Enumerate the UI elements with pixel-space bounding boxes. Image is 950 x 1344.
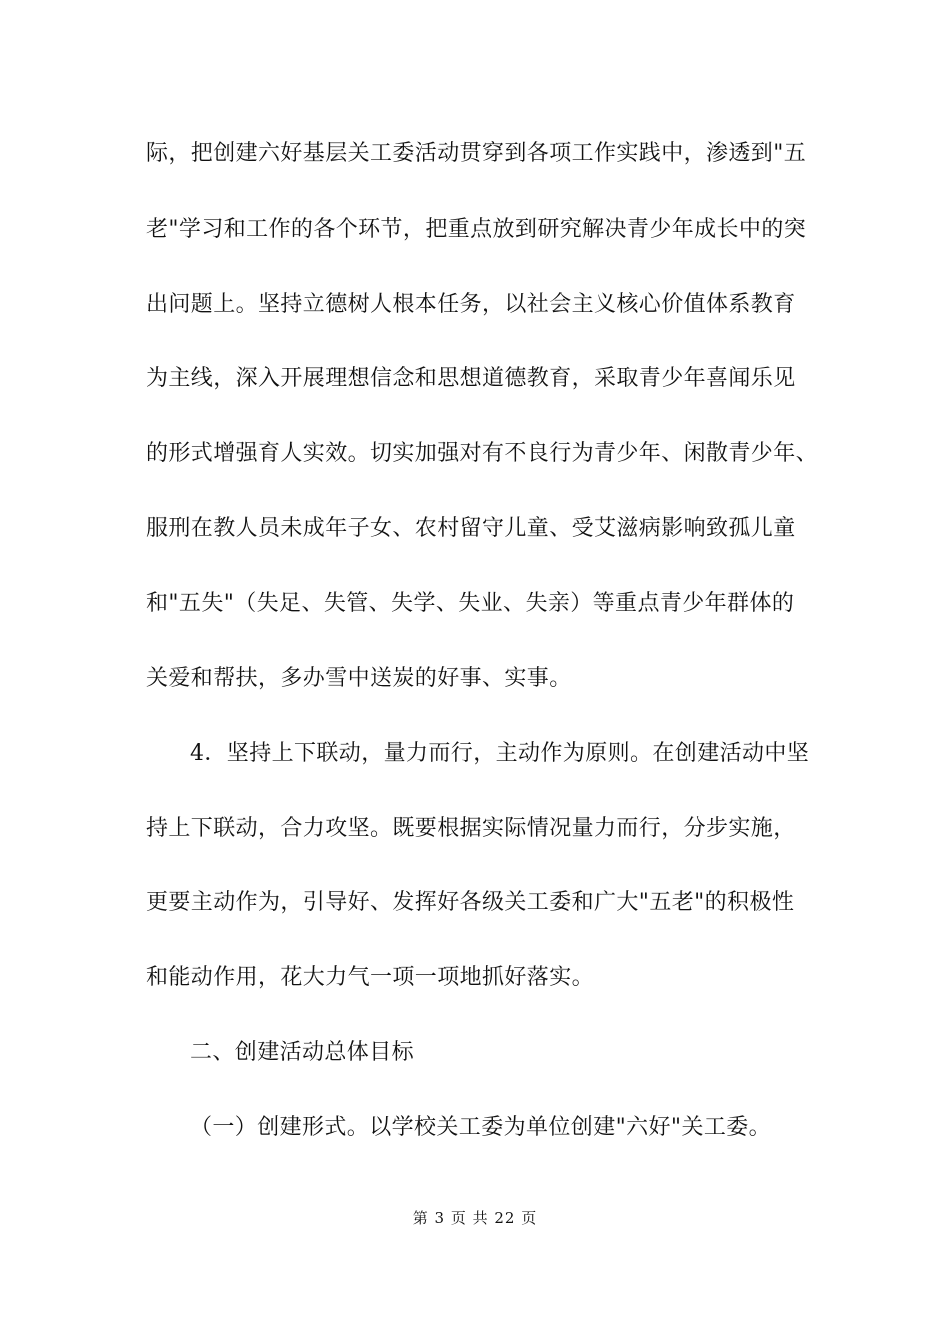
body-text-line: 关爱和帮扶，多办雪中送炭的好事、实事。: [146, 666, 572, 691]
body-text-line: 更要主动作为，引导好、发挥好各级关工委和广大"五老"的积极性: [146, 890, 795, 915]
body-text-line: 持上下联动，合力攻坚。既要根据实际情况量力而行，分步实施，: [146, 816, 796, 841]
body-text-line: 服刑在教人员未成年子女、农村留守儿童、受艾滋病影响致孤儿童: [146, 516, 796, 541]
body-text-line: 的形式增强育人实效。切实加强对有不良行为青少年、闲散青少年、: [146, 441, 819, 466]
body-text-line: 为主线，深入开展理想信念和思想道德教育，采取青少年喜闻乐见: [146, 366, 796, 391]
body-text-line: 老"学习和工作的各个环节，把重点放到研究解决青少年成长中的突: [146, 217, 807, 242]
section-heading: 二、创建活动总体目标: [190, 1040, 415, 1065]
body-text-line: 际，把创建六好基层关工委活动贯穿到各项工作实践中，渗透到"五: [146, 141, 807, 166]
body-text-line: 和"五失"（失足、失管、失学、失业、失亲）等重点青少年群体的: [146, 591, 795, 616]
body-text-line: 出问题上。坚持立德树人根本任务，以社会主义核心价值体系教育: [146, 292, 796, 317]
page-number-footer: 第 3 页 共 22 页: [412, 1209, 538, 1227]
body-text-line: 和能动作用，花大力气一项一项地抓好落实。: [146, 965, 595, 990]
paragraph-first-line: 4．坚持上下联动，量力而行，主动作为原则。在创建活动中坚: [190, 741, 810, 766]
subsection-line: （一）创建形式。以学校关工委为单位创建"六好"关工委。: [190, 1115, 772, 1140]
